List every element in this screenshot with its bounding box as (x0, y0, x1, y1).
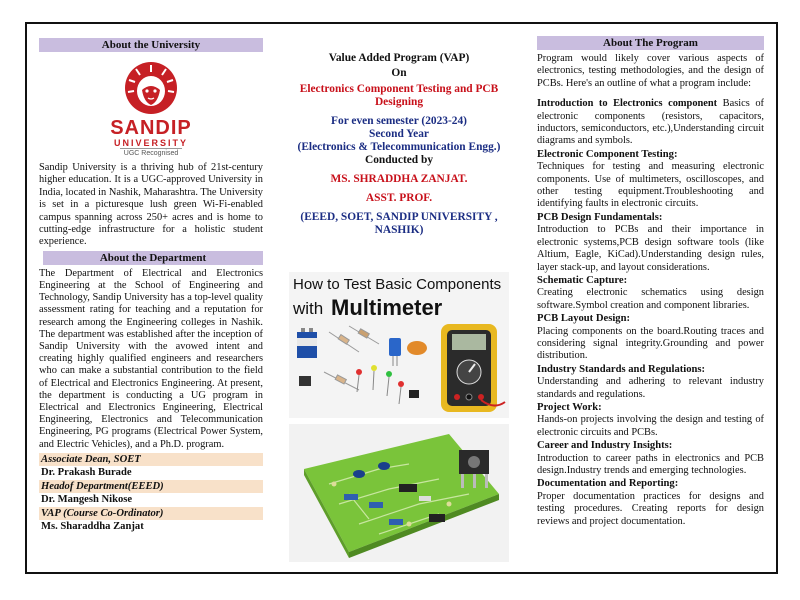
about-department-header: About the Department (43, 251, 263, 265)
role-name: Dr. Prakash Burade (41, 466, 132, 478)
role-label: Headof Department(EEED) (39, 480, 263, 493)
section-heading: Electronic Component Testing: (537, 148, 678, 160)
section-text: Basics of electronic components (resistors, capacitors, inductors, semiconductors, etc.),Understanding circuit diagrams and symbols. (537, 98, 764, 147)
middle-column (279, 52, 519, 320)
section-text: Introduction to career paths in electronics and PCB design.Industry trends and emerging technologies. (537, 452, 764, 476)
section-heading: Industry Standards and Regulations: (537, 363, 706, 375)
program-label: Value Added Program (VAP) (328, 52, 470, 64)
section-heading: Documentation and Reporting: (537, 478, 679, 490)
section-text: Introduction to PCBs and their importance in electronic systems,PCB design software tools (like Altium, Eagle, KiCad).Understanding design rules, layer stack-up, and layout considerations. (537, 224, 764, 273)
section-text: Placing components on the board.Routing traces and considering signal integrity.Grounding and power distribution. (537, 325, 764, 362)
instructor-name: MS. SHRADDHA ZANJAT. (330, 173, 468, 185)
capacitor-icon (389, 338, 427, 366)
multimeter-banner (289, 272, 509, 418)
left-column (39, 38, 263, 534)
department-line: (Electronics & Telecommunication Engg.) (297, 141, 501, 153)
battery-icon (297, 328, 317, 358)
conducted-by: Conducted by (364, 154, 434, 166)
program-sections (537, 149, 764, 528)
section-heading: PCB Design Fundamentals: (537, 211, 663, 223)
banner-with: with (293, 299, 324, 318)
section-heading: Career and Industry Insights: (537, 440, 673, 452)
coordinators-list (39, 453, 263, 534)
section-heading: PCB Layout Design: (537, 313, 630, 325)
program-title: Electronics Component Testing and PCB Designing (299, 83, 499, 108)
leds-icon (299, 365, 419, 404)
section-text: Proper documentation practices for designs and testing procedures. Creating reports for design reviews and project documentation. (537, 490, 764, 527)
multimeter-icon (441, 324, 505, 412)
brochure-frame (25, 22, 778, 574)
lion-emblem-icon (120, 60, 182, 116)
university-logo (39, 60, 263, 158)
about-university-header: About the University (39, 38, 263, 52)
components-illustration (289, 272, 509, 418)
program-intro: Program would likely cover various aspects of electronics, testing methodologies, and the design of PCBs. Here's an outline of what a program include: (537, 53, 764, 89)
instructor-designation: ASST. PROF. (365, 192, 433, 204)
department-description: The Department of Electrical and Electronics Engineering at the School of Engineering and Technology, Sandip University has a top-level quality assessment rating for teaching and a reputation for research among the Engineering colleges in Nashik. The department was established after the inception of Sandip University with the avowed intent and creating highly qualified engineers and researchers who can make a substantial contribution to the field of Electrical and Electronics Engineering. At present, the department is conducting a UG program in Electrical and Electronics Engineering, Electrical Engineering, Electronics and Telecommunication Engineering, PG programs (Electrical Power System, and Electric Vehicles), and a Ph.D. program. (39, 267, 263, 450)
instructor-affiliation: (EEED, SOET, SANDIP UNIVERSITY , NASHIK) (300, 211, 498, 236)
intro-component-block (537, 98, 764, 148)
role-label: VAP (Course Co-Ordinator) (39, 507, 263, 520)
about-program-header: About The Program (537, 36, 764, 50)
role-name: Dr. Mangesh Nikose (41, 493, 133, 505)
right-column (537, 36, 764, 528)
year-line: Second Year (368, 128, 429, 140)
university-description: Sandip University is a thriving hub of 21st-century higher education. It is a UGC-approved University in India, located in Nashik, Maharashtra. The University is set in a picturesque lush green Wi-Fi-enabled campus spanning across 250+ acres and is home to cutting-edge infrastructure for a holistic student experience. (39, 162, 264, 248)
logo-name: SANDIP (110, 117, 192, 139)
banner-multimeter-word: Multimeter (331, 295, 443, 320)
section-text: Creating electronic schematics using design software.Symbol creation and component libraries. (537, 287, 764, 311)
section-heading: Schematic Capture: (537, 274, 628, 286)
logo-tagline: UGC Recognised (120, 148, 182, 158)
resistors-icon (324, 326, 379, 390)
role-name: Ms. Sharaddha Zanjat (41, 520, 144, 532)
section-text: Techniques for testing and measuring electronic components. Use of multimeters, oscilloscopes, and other testing equipment.Troubleshooting and identifying faults in electronic circuits. (537, 161, 764, 210)
program-on: On (391, 67, 407, 79)
pcb-image (289, 424, 509, 562)
section-text: Understanding and adhering to relevant industry standards and regulations. (537, 376, 764, 400)
role-label: Associate Dean, SOET (39, 453, 263, 466)
semester-line: For even semester (2023-24) (331, 115, 467, 127)
banner-line1: How to Test Basic Components (293, 276, 502, 293)
pcb-board-illustration (289, 424, 509, 562)
section-heading: Project Work: (537, 401, 602, 413)
section-text: Hands-on projects involving the design and testing of electronic circuits and PCBs. (537, 414, 764, 438)
logo-subtitle: UNIVERSITY (113, 138, 188, 148)
section-heading: Introduction to Electronics component (537, 98, 718, 110)
